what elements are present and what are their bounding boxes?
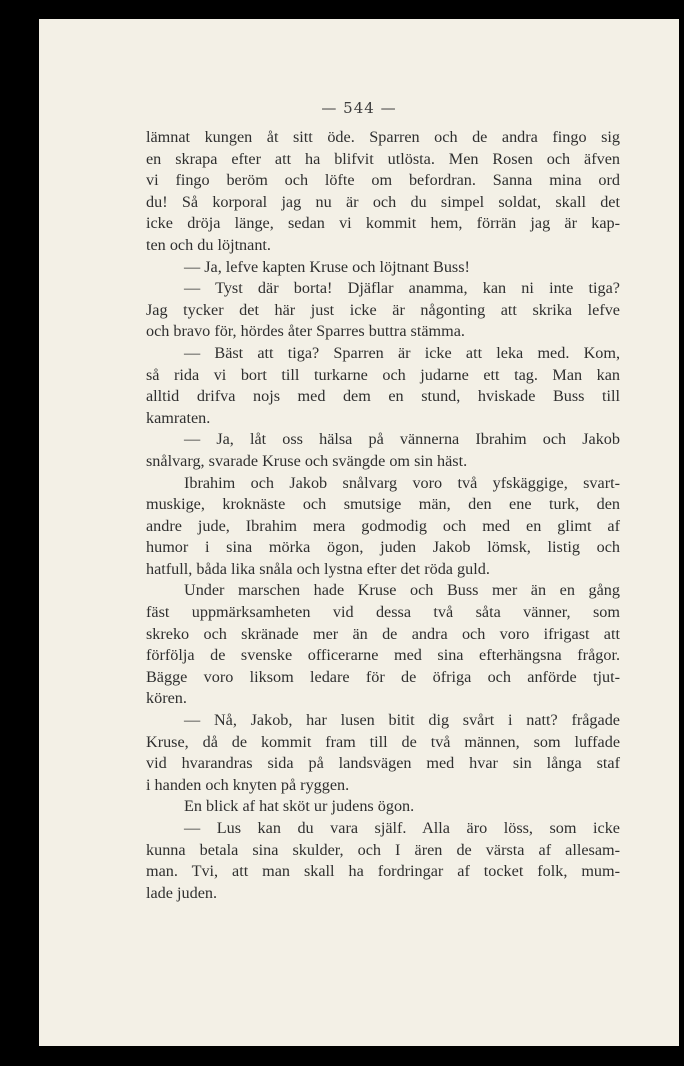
text-line: Bägge voro liksom ledare för de öfriga och anförde tjut- — [146, 667, 620, 686]
text-line: kören. — [146, 689, 187, 708]
text-line: vi fingo beröm och löfte om befordran. Sanna mina ord — [146, 171, 620, 190]
paragraph — [146, 818, 620, 904]
text-line: en skrapa efter att ha blifvit utlösta. Men Rosen och äfven — [146, 149, 620, 168]
text-line: Under marschen hade Kruse och Buss mer än en gång — [184, 581, 620, 600]
text-line: i handen och knyten på ryggen. — [146, 775, 350, 794]
text-line: muskige, kroknäste och smutsige män, den ene turk, den — [146, 495, 620, 514]
paragraph — [146, 796, 620, 818]
text-line: — Tyst där borta! Djäflar anamma, kan ni inte tiga? — [184, 279, 620, 298]
book-page — [39, 19, 679, 1046]
text-line: humor i sina mörka ögon, juden Jakob lömsk, listig och — [146, 538, 620, 557]
text-line: kunna betala sina skulder, och I ären de värsta af allesam- — [146, 840, 620, 859]
text-line: ten och du löjtnant. — [146, 235, 271, 254]
paragraph — [146, 580, 620, 710]
text-line: icke dröja länge, sedan vi kommit hem, förrän jag är kap- — [146, 214, 620, 233]
text-line: Ibrahim och Jakob snålvarg voro två yfskäggige, svart- — [184, 473, 620, 492]
text-line: snålvarg, svarade Kruse och svängde om sin häst. — [146, 451, 468, 470]
text-line: — Ja, lefve kapten Kruse och löjtnant Buss! — [184, 257, 470, 276]
text-line: — Lus kan du vara själf. Alla äro löss, som icke — [184, 819, 620, 837]
text-line: hatfull, båda lika snåla och lystna efter det röda guld. — [146, 559, 490, 578]
paragraph — [146, 473, 620, 581]
text-line: du! Så korporal jag nu är och du simpel soldat, skall det — [146, 192, 620, 211]
text-line: Kruse, då de kommit fram till de två männen, som luffade — [146, 732, 620, 751]
text-line: kamraten. — [146, 408, 211, 427]
text-line: lämnat kungen åt sitt öde. Sparren och de andra fingo sig — [146, 128, 620, 146]
text-line: lade juden. — [146, 883, 218, 902]
page-number: — 544 — — [321, 99, 397, 117]
paragraph — [146, 343, 620, 429]
paragraph — [146, 710, 620, 796]
text-line: — Nå, Jakob, har lusen bitit dig svårt i natt? frågade — [184, 711, 620, 730]
body-text — [146, 127, 620, 904]
paragraph — [146, 127, 620, 257]
text-line: förfölja de svenske officerarne med sina efterhängsna frågor. — [146, 646, 620, 665]
text-line: Jag tycker det här just icke är någonting att skrika lefve — [146, 300, 620, 319]
paragraph — [146, 257, 620, 279]
text-line: och bravo för, hördes åter Sparres buttra stämma. — [146, 322, 465, 341]
text-line: fäst uppmärksamheten vid dessa två såta vänner, som — [146, 603, 620, 622]
text-line: En blick af hat sköt ur judens ögon. — [184, 797, 415, 816]
text-line: så rida vi bort till turkarne och judarne ett tag. Man kan — [146, 365, 620, 384]
text-line: man. Tvi, att man skall ha fordringar af tocket folk, mum- — [146, 862, 620, 881]
text-line: — Bäst att tiga? Sparren är icke att leka med. Kom, — [184, 343, 620, 362]
text-line: alltid drifva nojs med dem en stund, hviskade Buss till — [146, 387, 620, 406]
text-line: — Ja, låt oss hälsa på vännerna Ibrahim och Jakob — [184, 430, 620, 449]
text-line: vid hvarandras sida på landsvägen med hvar sin långa staf — [146, 754, 620, 773]
text-line: skreko och skränade mer än de andra och voro ifrigast att — [146, 624, 620, 643]
text-line: andre jude, Ibrahim mera godmodig och med en glimt af — [146, 516, 620, 535]
paragraph — [146, 429, 620, 472]
paragraph — [146, 278, 620, 343]
